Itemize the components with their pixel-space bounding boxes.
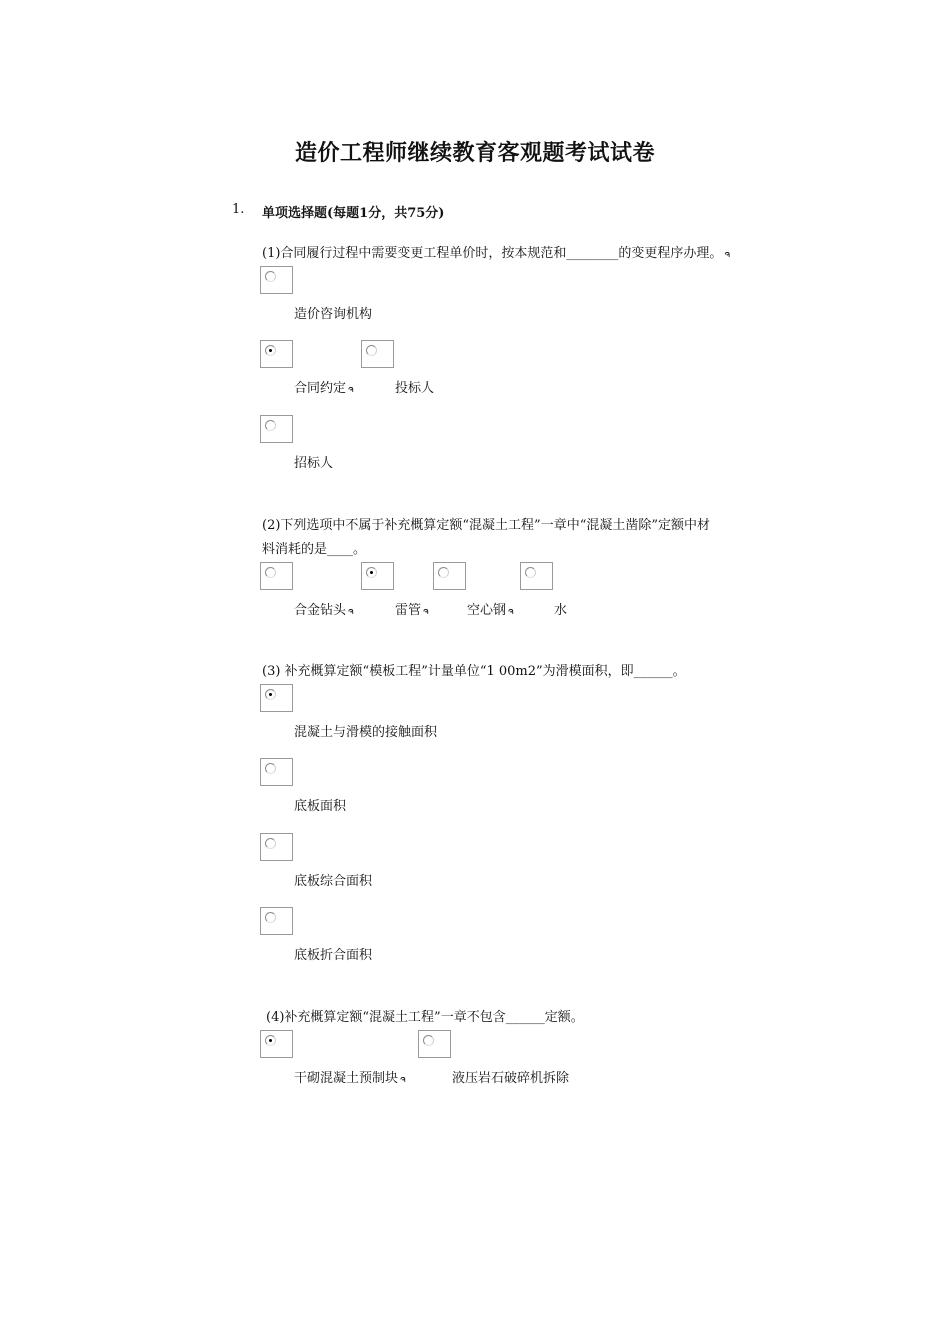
section-number: 1.	[232, 202, 245, 217]
q4-option-2-label: 液压岩石破碎机拆除	[452, 1071, 570, 1086]
mark-icon: ຈ	[400, 1075, 406, 1085]
question-1-text: (1)合同履行过程中需要变更工程单价时，按本规范和________的变更程序办理。 ຈ	[262, 246, 731, 261]
q2-option-3-label: 空心钢 ຈ	[467, 603, 514, 618]
q4-option-1-label: 干砌混凝土预制块 ຈ	[294, 1071, 406, 1086]
question-4-text: (4)补充概算定额“混凝土工程”一章不包含______定额。	[266, 1010, 584, 1025]
q1-option-1-label: 造价咨询机构	[294, 307, 373, 322]
q1-option-1-radio[interactable]	[260, 266, 293, 294]
selected-dot-icon	[269, 1039, 272, 1042]
selected-dot-icon	[370, 571, 373, 574]
question-3-text: (3) 补充概算定额“模板工程”计量单位“1 00m2”为滑模面积，即______。	[262, 664, 686, 679]
q1-option-3-label: 投标人	[395, 381, 435, 396]
q1-option-4-radio[interactable]	[260, 415, 293, 443]
q3-option-2-label: 底板面积	[294, 799, 347, 814]
q4-option-2-radio[interactable]	[418, 1030, 451, 1058]
q2-option-2-label: 雷管 ຈ	[395, 603, 429, 618]
selected-dot-icon	[269, 349, 272, 352]
q3-option-2-radio[interactable]	[260, 758, 293, 786]
question-2-text-line1: (2)下列选项中不属于补充概算定额“混凝土工程”一章中“混凝土凿除”定额中材	[262, 518, 710, 533]
q2-option-1-radio[interactable]	[260, 562, 293, 590]
selected-dot-icon	[269, 693, 272, 696]
mark-icon: ຈ	[348, 385, 354, 395]
q3-option-3-label: 底板综合面积	[294, 874, 373, 889]
mark-icon: ຈ	[724, 250, 731, 260]
q1-option-2-label: 合同约定 ຈ	[294, 381, 354, 396]
q2-option-3-radio[interactable]	[433, 562, 466, 590]
q3-option-4-radio[interactable]	[260, 907, 293, 935]
section-title: 单项选择题(每题1分，共75分)	[262, 206, 445, 221]
q2-option-1-label: 合金钻头 ຈ	[294, 603, 354, 618]
question-2-text-line2: 料消耗的是____。	[262, 542, 367, 557]
q2-option-4-radio[interactable]	[520, 562, 553, 590]
q2-option-2-radio[interactable]	[361, 562, 394, 590]
q2-option-4-label: 水	[554, 603, 568, 618]
q3-option-1-label: 混凝土与滑模的接触面积	[294, 725, 438, 740]
q4-option-1-radio[interactable]	[260, 1030, 293, 1058]
q3-option-4-label: 底板折合面积	[294, 948, 373, 963]
page-title: 造价工程师继续教育客观题考试试卷	[294, 141, 655, 166]
q3-option-1-radio[interactable]	[260, 684, 293, 712]
q1-option-3-radio[interactable]	[361, 340, 394, 368]
q3-option-3-radio[interactable]	[260, 833, 293, 861]
q1-option-4-label: 招标人	[294, 456, 334, 471]
mark-icon: ຈ	[423, 607, 429, 617]
mark-icon: ຈ	[348, 607, 354, 617]
mark-icon: ຈ	[508, 607, 514, 617]
q1-option-2-radio[interactable]	[260, 340, 293, 368]
